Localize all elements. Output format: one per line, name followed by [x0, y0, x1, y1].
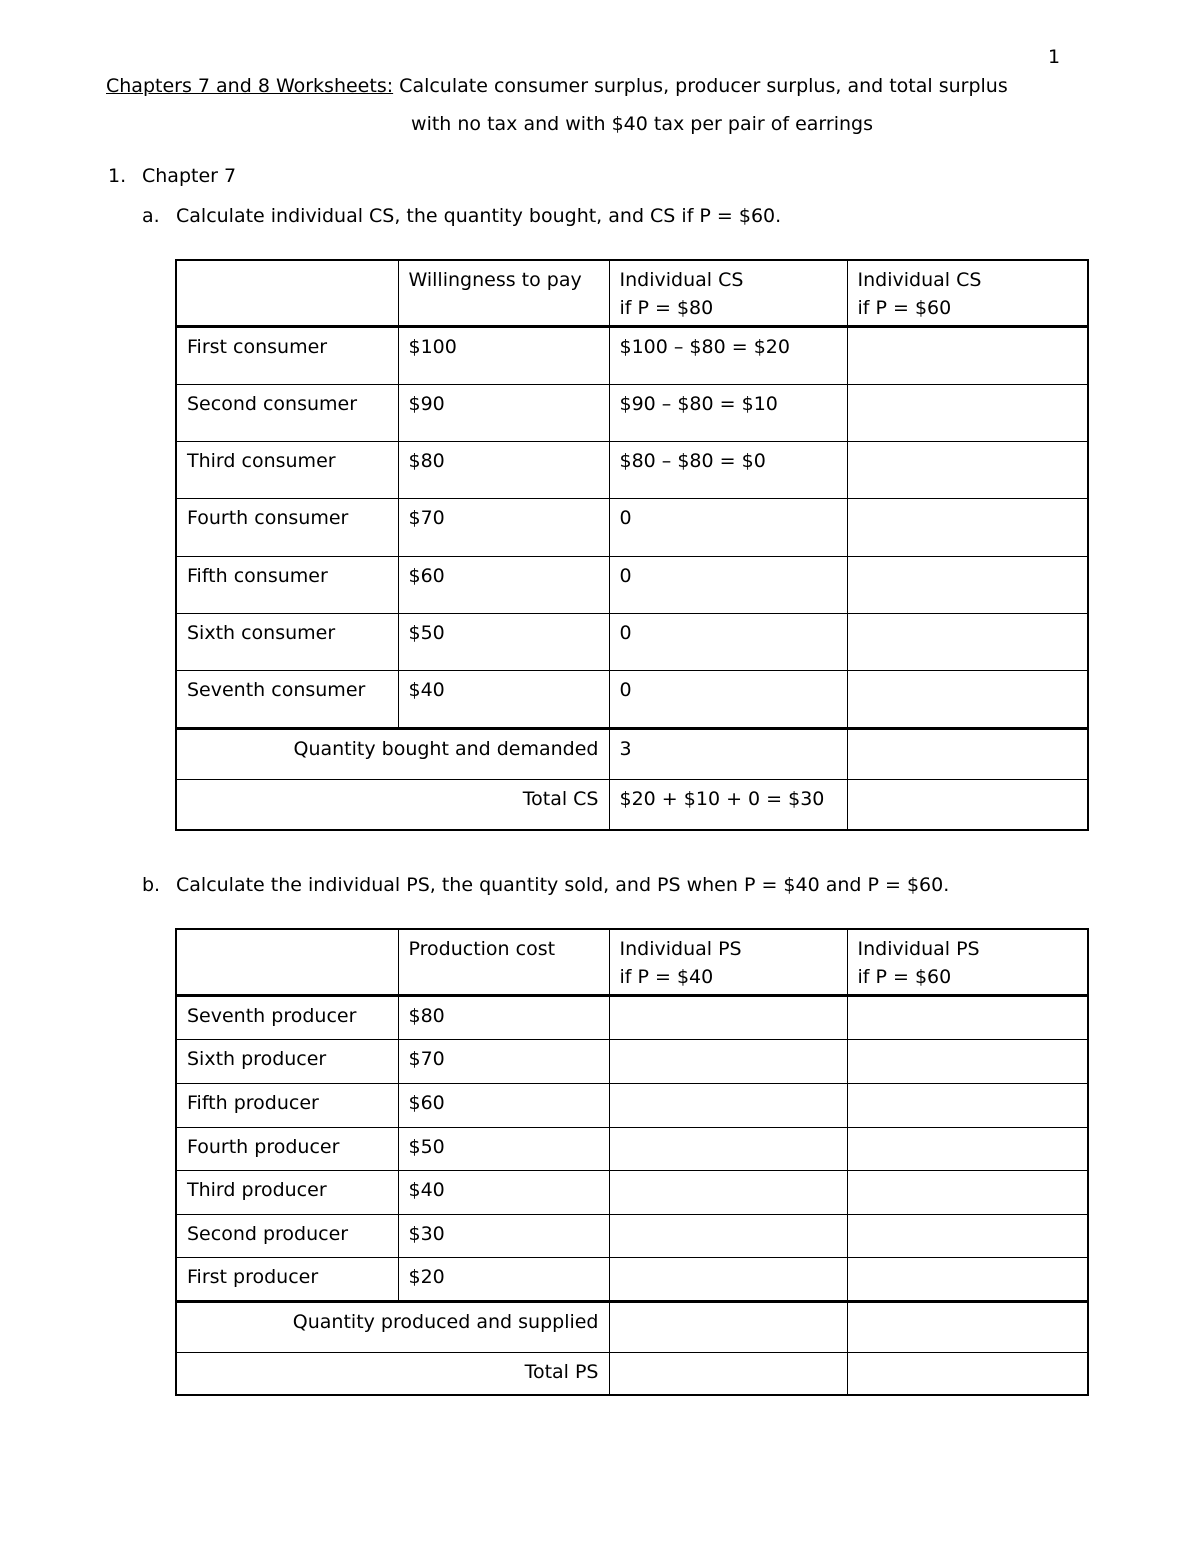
header-ps-60-line1: Individual PS: [857, 938, 980, 960]
part-b-instruction: [142, 874, 949, 896]
quantity-label: Quantity bought and demanded: [176, 728, 609, 779]
row-label: Seventh producer: [176, 995, 398, 1039]
table-row: [176, 498, 1088, 556]
ps-60-answer-cell[interactable]: [847, 1083, 1088, 1127]
part-b-label: b.: [142, 874, 161, 896]
cs-80-value: 0: [609, 670, 847, 728]
header-cs-60-line1: Individual CS: [857, 269, 982, 291]
header-cs-80-line2: if P = $80: [619, 297, 714, 319]
table-row: [176, 995, 1088, 1039]
table-row: [176, 1039, 1088, 1083]
ps-40-answer-cell[interactable]: [609, 995, 847, 1039]
ps-60-answer-cell[interactable]: [847, 1170, 1088, 1214]
ps-40-answer-cell[interactable]: [609, 1127, 847, 1170]
cost-value: $60: [398, 1083, 609, 1127]
total-ps-label: Total PS: [176, 1352, 609, 1395]
cs-80-value: $90 – $80 = $10: [609, 384, 847, 441]
cost-value: $80: [398, 995, 609, 1039]
ps-60-answer-cell[interactable]: [847, 1214, 1088, 1257]
table-row: [176, 441, 1088, 498]
row-label: Fourth producer: [176, 1127, 398, 1170]
table-row: [176, 670, 1088, 728]
row-label: First consumer: [176, 326, 398, 384]
ps-60-answer-cell[interactable]: [847, 1257, 1088, 1301]
header-individual-ps-60: [847, 929, 1088, 995]
ps-40-answer-cell[interactable]: [609, 1083, 847, 1127]
table-header-row: [176, 260, 1088, 326]
table-row: [176, 1257, 1088, 1301]
willingness-value: $80: [398, 441, 609, 498]
row-label: Third producer: [176, 1170, 398, 1214]
row-label: Third consumer: [176, 441, 398, 498]
quantity-row: [176, 728, 1088, 779]
header-cell-blank: [176, 260, 398, 326]
cs-60-answer-cell[interactable]: [847, 441, 1088, 498]
total-ps-40-answer-cell[interactable]: [609, 1352, 847, 1395]
row-label: Seventh consumer: [176, 670, 398, 728]
part-a-text: Calculate individual CS, the quantity bought, and CS if P = $60.: [176, 205, 782, 227]
willingness-value: $70: [398, 498, 609, 556]
row-label: Fourth consumer: [176, 498, 398, 556]
ps-60-answer-cell[interactable]: [847, 1039, 1088, 1083]
total-ps-60-answer-cell[interactable]: [847, 1352, 1088, 1395]
cs-80-value: 0: [609, 498, 847, 556]
header-cell-blank: [176, 929, 398, 995]
cost-value: $20: [398, 1257, 609, 1301]
total-cs-60-answer-cell[interactable]: [847, 779, 1088, 830]
producer-surplus-table: [175, 928, 1089, 1396]
consumer-surplus-table: [175, 259, 1089, 831]
cost-value: $50: [398, 1127, 609, 1170]
table-row: [176, 613, 1088, 670]
row-label: First producer: [176, 1257, 398, 1301]
row-label: Sixth producer: [176, 1039, 398, 1083]
willingness-value: $90: [398, 384, 609, 441]
chapter-number: 1.: [108, 165, 127, 187]
table-row: [176, 556, 1088, 613]
header-ps-60-line2: if P = $60: [857, 966, 952, 988]
worksheet-title-underlined: Chapters 7 and 8 Worksheets:: [106, 75, 394, 97]
worksheet-title-rest: Calculate consumer surplus, producer surplus, and total surplus: [399, 75, 1008, 97]
quantity-40-answer-cell[interactable]: [609, 1301, 847, 1352]
ps-60-answer-cell[interactable]: [847, 995, 1088, 1039]
ps-40-answer-cell[interactable]: [609, 1257, 847, 1301]
total-cs-80-value: $20 + $10 + 0 = $30: [609, 779, 847, 830]
total-cs-label: Total CS: [176, 779, 609, 830]
cost-value: $30: [398, 1214, 609, 1257]
quantity-label: Quantity produced and supplied: [176, 1301, 609, 1352]
table-row: [176, 326, 1088, 384]
header-willingness-to-pay: Willingness to pay: [398, 260, 609, 326]
header-production-cost: Production cost: [398, 929, 609, 995]
cs-80-value: $80 – $80 = $0: [609, 441, 847, 498]
table-header-row: [176, 929, 1088, 995]
part-a-label: a.: [142, 205, 160, 227]
willingness-value: $40: [398, 670, 609, 728]
worksheet-title: [106, 75, 1008, 97]
quantity-60-answer-cell[interactable]: [847, 1301, 1088, 1352]
ps-40-answer-cell[interactable]: [609, 1214, 847, 1257]
cs-60-answer-cell[interactable]: [847, 613, 1088, 670]
willingness-value: $60: [398, 556, 609, 613]
page-number: 1: [1048, 46, 1061, 68]
quantity-row: [176, 1301, 1088, 1352]
cs-60-answer-cell[interactable]: [847, 556, 1088, 613]
table-row: [176, 384, 1088, 441]
cs-60-answer-cell[interactable]: [847, 670, 1088, 728]
quantity-80-value: 3: [609, 728, 847, 779]
header-individual-cs-60: [847, 260, 1088, 326]
ps-40-answer-cell[interactable]: [609, 1039, 847, 1083]
part-b-text: Calculate the individual PS, the quantity sold, and PS when P = $40 and P = $60.: [176, 874, 950, 896]
total-row: [176, 1352, 1088, 1395]
header-cs-80-line1: Individual CS: [619, 269, 744, 291]
table-row: [176, 1170, 1088, 1214]
cs-80-value: $100 – $80 = $20: [609, 326, 847, 384]
row-label: Fifth consumer: [176, 556, 398, 613]
chapter-label: Chapter 7: [142, 165, 237, 187]
table-row: [176, 1127, 1088, 1170]
willingness-value: $100: [398, 326, 609, 384]
header-cs-60-line2: if P = $60: [857, 297, 952, 319]
quantity-60-answer-cell[interactable]: [847, 728, 1088, 779]
cost-value: $70: [398, 1039, 609, 1083]
header-individual-cs-80: [609, 260, 847, 326]
table-row: [176, 1214, 1088, 1257]
ps-60-answer-cell[interactable]: [847, 1127, 1088, 1170]
ps-40-answer-cell[interactable]: [609, 1170, 847, 1214]
row-label: Second producer: [176, 1214, 398, 1257]
willingness-value: $50: [398, 613, 609, 670]
total-row: [176, 779, 1088, 830]
cs-80-value: 0: [609, 613, 847, 670]
row-label: Second consumer: [176, 384, 398, 441]
cs-80-value: 0: [609, 556, 847, 613]
row-label: Sixth consumer: [176, 613, 398, 670]
header-ps-40-line1: Individual PS: [619, 938, 742, 960]
cost-value: $40: [398, 1170, 609, 1214]
part-a-instruction: [142, 205, 781, 227]
cs-60-answer-cell[interactable]: [847, 326, 1088, 384]
chapter-heading: [108, 165, 236, 187]
header-individual-ps-40: [609, 929, 847, 995]
table-row: [176, 1083, 1088, 1127]
cs-60-answer-cell[interactable]: [847, 384, 1088, 441]
cs-60-answer-cell[interactable]: [847, 498, 1088, 556]
worksheet-subtitle: with no tax and with $40 tax per pair of earrings: [411, 113, 873, 135]
header-ps-40-line2: if P = $40: [619, 966, 714, 988]
row-label: Fifth producer: [176, 1083, 398, 1127]
